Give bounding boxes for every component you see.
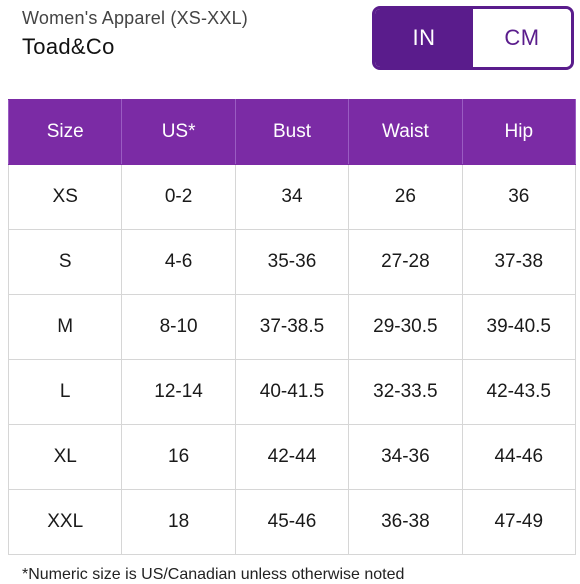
cell-us: 16 bbox=[122, 425, 235, 490]
cell-us: 18 bbox=[122, 490, 235, 555]
cell-waist: 26 bbox=[349, 165, 462, 230]
table-header-row bbox=[9, 100, 576, 165]
cell-hip: 39-40.5 bbox=[462, 295, 575, 360]
cell-bust: 42-44 bbox=[235, 425, 348, 490]
cell-size: XL bbox=[9, 425, 122, 490]
table-row bbox=[9, 490, 576, 555]
table-row bbox=[9, 295, 576, 360]
cell-hip: 42-43.5 bbox=[462, 360, 575, 425]
column-header-waist: Waist bbox=[349, 100, 462, 165]
cell-size: S bbox=[9, 230, 122, 295]
unit-toggle bbox=[372, 6, 574, 70]
cell-hip: 47-49 bbox=[462, 490, 575, 555]
column-header-bust: Bust bbox=[235, 100, 348, 165]
cell-waist: 32-33.5 bbox=[349, 360, 462, 425]
table-row bbox=[9, 360, 576, 425]
size-chart-table bbox=[8, 99, 576, 555]
cell-waist: 29-30.5 bbox=[349, 295, 462, 360]
cell-size: XXL bbox=[9, 490, 122, 555]
cell-bust: 35-36 bbox=[235, 230, 348, 295]
table-row bbox=[9, 425, 576, 490]
footnote: *Numeric size is US/Canadian unless otherwise noted bbox=[22, 566, 405, 583]
cell-hip: 37-38 bbox=[462, 230, 575, 295]
table-row bbox=[9, 165, 576, 230]
cell-bust: 34 bbox=[235, 165, 348, 230]
cell-us: 8-10 bbox=[122, 295, 235, 360]
cell-us: 4-6 bbox=[122, 230, 235, 295]
brand-title: Toad&Co bbox=[22, 34, 115, 59]
page-subtitle: Women's Apparel (XS-XXL) bbox=[22, 8, 248, 28]
page-header bbox=[22, 6, 248, 62]
cell-us: 0-2 bbox=[122, 165, 235, 230]
cell-size: L bbox=[9, 360, 122, 425]
cell-bust: 40-41.5 bbox=[235, 360, 348, 425]
unit-inches-button[interactable]: IN bbox=[375, 9, 473, 67]
unit-centimeters-button[interactable]: CM bbox=[473, 9, 571, 67]
cell-waist: 34-36 bbox=[349, 425, 462, 490]
cell-bust: 37-38.5 bbox=[235, 295, 348, 360]
cell-waist: 36-38 bbox=[349, 490, 462, 555]
column-header-us: US* bbox=[122, 100, 235, 165]
cell-waist: 27-28 bbox=[349, 230, 462, 295]
column-header-size: Size bbox=[9, 100, 122, 165]
cell-hip: 36 bbox=[462, 165, 575, 230]
cell-us: 12-14 bbox=[122, 360, 235, 425]
cell-size: XS bbox=[9, 165, 122, 230]
cell-bust: 45-46 bbox=[235, 490, 348, 555]
cell-size: M bbox=[9, 295, 122, 360]
table-row bbox=[9, 230, 576, 295]
column-header-hip: Hip bbox=[462, 100, 575, 165]
cell-hip: 44-46 bbox=[462, 425, 575, 490]
